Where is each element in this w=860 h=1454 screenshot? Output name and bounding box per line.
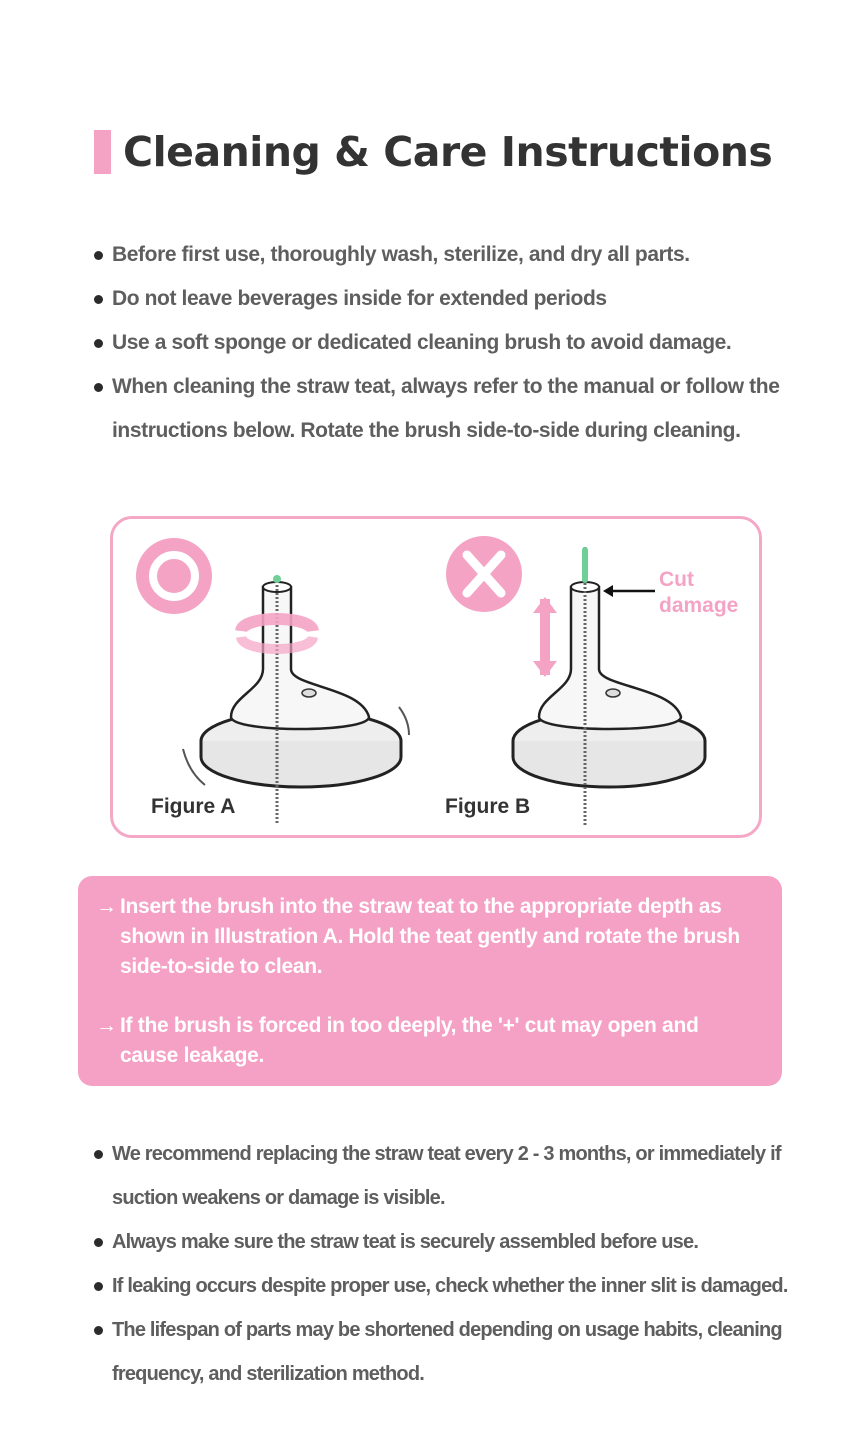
callout-line: Cut bbox=[659, 568, 694, 591]
page-title: Cleaning & Care Instructions bbox=[123, 128, 773, 176]
instruction-note bbox=[96, 892, 762, 982]
bullet-item: When cleaning the straw teat, always refer to the manual or follow the instructions below. Rotate the brush side-to-side during cleaning. bbox=[94, 365, 794, 453]
figure-a-teat bbox=[183, 575, 409, 825]
bullet-item: Do not leave beverages inside for extended periods bbox=[94, 277, 794, 321]
bullet-item: The lifespan of parts may be shortened depending on usage habits, cleaning frequency, and sterilization method. bbox=[94, 1308, 794, 1396]
x-icon bbox=[446, 536, 522, 612]
bottom-bullet-list bbox=[94, 1132, 794, 1396]
bullet-item: Always make sure the straw teat is securely assembled before use. bbox=[94, 1220, 794, 1264]
figure-b-label: Figure B bbox=[445, 795, 531, 818]
figure-a-label: Figure A bbox=[151, 795, 236, 818]
top-bullet-list bbox=[94, 233, 794, 453]
bullet-item: Before first use, thoroughly wash, sterilize, and dry all parts. bbox=[94, 233, 794, 277]
note-text: If the brush is forced in too deeply, the '+' cut may open and cause leakage. bbox=[120, 1014, 699, 1067]
instruction-note-box bbox=[78, 876, 782, 1086]
bullet-item: Use a soft sponge or dedicated cleaning brush to avoid damage. bbox=[94, 321, 794, 365]
arrow-right-icon: → bbox=[96, 1014, 117, 1037]
cut-damage-callout bbox=[659, 567, 738, 619]
page-header bbox=[94, 128, 772, 176]
circle-icon bbox=[136, 538, 212, 614]
callout-line: damage bbox=[659, 594, 739, 617]
arrow-right-icon: → bbox=[96, 895, 117, 918]
figure-panel bbox=[110, 516, 762, 838]
instruction-note bbox=[96, 1011, 762, 1071]
title-accent-bar bbox=[94, 130, 111, 174]
bullet-item: We recommend replacing the straw teat every 2 - 3 months, or immediately if suction weakens or damage is visible. bbox=[94, 1132, 794, 1220]
note-text: Insert the brush into the straw teat to the appropriate depth as shown in Illustration A. Hold the teat gently and rotate the brush side-to-side to clean. bbox=[120, 895, 740, 978]
bullet-item: If leaking occurs despite proper use, check whether the inner slit is damaged. bbox=[94, 1264, 794, 1308]
